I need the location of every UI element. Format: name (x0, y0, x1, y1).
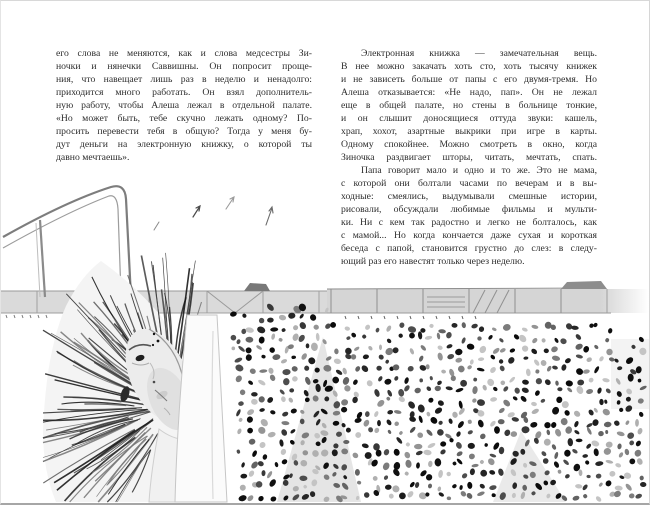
text-line: просить перевести тебя в общую? Тогда у меня бу- (56, 126, 312, 137)
text-line: дут деньги на электронную книжку, о которой ты (56, 139, 312, 150)
text-line: «Но может быть, тебе скучно лежать одному? По- (56, 113, 312, 124)
text-line: давно мечтаешь». (56, 152, 130, 163)
text-line: ющий раз его навестят только через неделю. (341, 256, 525, 267)
text-line: рисовали, обсуждали любимые фильмы и мульти- (341, 204, 597, 215)
text-line: его слова не меняются, как и слова медсестры Зи- (56, 48, 312, 59)
text-line: ночки и нянечки Саввишны. Он попросит проще- (56, 61, 312, 72)
text-line: и он слышит доносящиеся оттуда звуки: кашель, (341, 113, 597, 124)
text-line: В нее можно закачать хоть сто, хоть тысячу книжек (341, 61, 597, 72)
text-line: и не зависеть больше от папы с его двумя-тремя. Но (341, 74, 597, 85)
text-line: Папа говорит мало и одно и то же. Это не мама, (361, 165, 597, 176)
text-line: храп, хохот, азартные выкрики при игре в карты. (341, 126, 597, 137)
text-line: еще в общей палате, но стены в больнице тонкие, (341, 100, 597, 111)
text-line: Одному спокойнее. Можно смотреть в окно, когда (341, 139, 597, 150)
boy-figure (43, 253, 227, 502)
flying-birds-icon (154, 197, 273, 230)
text-line: ки. Ни с кем так радостно и легко не болталось, как (341, 217, 597, 228)
text-line: с мамой... Но когда кончается даже сухая и короткая (341, 230, 597, 241)
text-line: Зиночка раздвигает шторы, читать, мечтать, спать. (341, 152, 597, 163)
text-line: Электронная книжка — замечательная вещь. (361, 48, 597, 59)
text-line: приходится много работать. Он взял дополнитель- (56, 87, 312, 98)
text-line: ную работу, чтобы Алеша лежал в отдельной палате. (56, 100, 312, 111)
right-page-text (341, 47, 597, 268)
text-line: беседа с папой, становится грустно до слез: в следу- (341, 243, 597, 254)
text-line: ния, что навещает лишь раз в неделю и ненадолго: (56, 74, 312, 85)
text-line: Алеша отказывается: «Не надо, пап». Он не лежал (341, 87, 597, 98)
text-line: ходные: смеялись, выдумывали смешные истории, (341, 191, 597, 202)
left-page-text (56, 47, 312, 164)
text-line: с которой они болтали часами по вечерам и в вы- (341, 178, 597, 189)
